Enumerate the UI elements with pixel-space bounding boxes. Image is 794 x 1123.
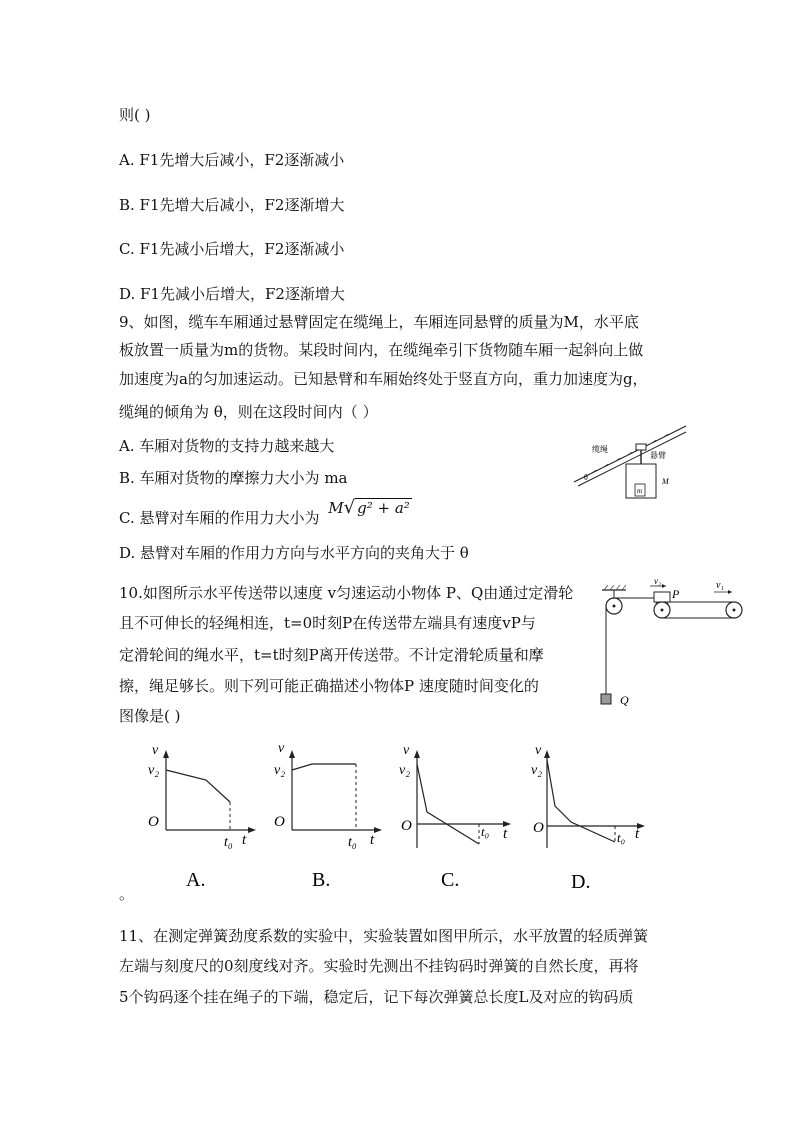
graph-c-t-label: t	[503, 826, 508, 842]
v1-label: v₁	[716, 580, 724, 591]
cable-arm-label: 悬臂	[650, 451, 666, 460]
q9-formula: M√ g² + a²	[328, 497, 410, 518]
formula-m: M	[328, 499, 344, 517]
graph-b-origin-label: O	[274, 814, 285, 830]
q11-stem-line2: 左端与刻度尺的0刻度线对齐。实验时先测出不挂钩码时弹簧的自然长度，再将	[119, 957, 639, 975]
q-label: Q	[620, 693, 629, 707]
formula-radicand: g² + a²	[357, 499, 410, 517]
cable-big-m-label: M	[662, 477, 669, 486]
graph-d-t-label: t	[635, 826, 640, 842]
graph-b-option-label: B.	[312, 869, 331, 891]
graph-d-v-label: v	[535, 743, 542, 758]
q10-stem-line2: 且不可伸长的轻绳相连，t=0时刻P在传送带左端具有速度vP与	[119, 614, 536, 632]
vt-graph-c	[397, 740, 515, 892]
graph-a-origin-label: O	[148, 814, 159, 830]
graph-d-origin-label: O	[533, 820, 544, 836]
graph-b-t-label: t	[370, 832, 375, 848]
graph-d-t0-label: t₀	[617, 830, 626, 845]
cable-theta-label: θ	[584, 473, 588, 482]
v2-label: v₂	[654, 578, 662, 586]
graph-c-v-label: v	[403, 743, 410, 758]
q9-option-b: B. 车厢对货物的摩擦力大小为 ma	[119, 469, 348, 487]
graph-d-v2-label: v₂	[531, 763, 543, 778]
q9-stem-line4: 缆绳的倾角为 θ，则在这段时间内（ ）	[119, 403, 378, 421]
graph-c-t0-label: t₀	[481, 824, 490, 839]
q9-stem-line1: 9、如图，缆车车厢通过悬臂固定在缆绳上，车厢连同悬臂的质量为M，水平底	[119, 313, 639, 331]
graph-d-option-label: D.	[571, 871, 591, 892]
q10-stem-line3: 定滑轮间的绳水平，t=t时刻P离开传送带。不计定滑轮质量和摩	[119, 646, 544, 664]
p-label: P	[672, 587, 680, 601]
q10-stem-line4: 擦，绳足够长。则下列可能正确描述小物体P 速度随时间变化的	[119, 677, 539, 695]
q10-stem-line5: 图像是( )	[119, 707, 181, 725]
vt-graph-b	[272, 740, 384, 892]
cable-rope-label: 缆绳	[592, 445, 608, 454]
q11-stem-line3: 5个钩码逐个挂在绳子的下端，稳定后，记下每次弹簧总长度L及对应的钩码质	[119, 988, 634, 1006]
graph-c-v2-label: v₂	[399, 763, 411, 778]
pulley-conveyor-figure	[596, 578, 752, 710]
graph-c-option-label: C.	[441, 869, 460, 891]
graph-a-t0-label: t₀	[224, 835, 233, 850]
q8-option-d: D. F1先减小后增大，F2逐渐增大	[119, 285, 345, 303]
graph-b-t0-label: t₀	[348, 835, 357, 850]
q10-trailing-mark: 。	[119, 885, 135, 903]
q8-option-c: C. F1先减小后增大，F2逐渐减小	[119, 240, 345, 258]
q9-option-c-text: C. 悬臂对车厢的作用力大小为	[119, 509, 320, 527]
graph-a-t-label: t	[242, 832, 247, 848]
graph-c-origin-label: O	[401, 818, 412, 834]
q9-option-a: A. 车厢对货物的支持力越来越大	[119, 437, 335, 455]
graph-b-v-label: v	[278, 741, 285, 756]
graph-a-v2-label: v₂	[148, 763, 160, 778]
cable-small-m-label: m	[637, 487, 643, 495]
q9-option-c	[119, 497, 410, 528]
q10-stem-line1: 10.如图所示水平传送带以速度 v匀速运动小物体 P、Q由通过定滑轮	[119, 584, 574, 602]
graph-b-v2-label: v₂	[274, 763, 286, 778]
cable-car-figure	[570, 422, 690, 504]
q9-stem-line2: 板放置一质量为m的货物。某段时间内，在缆绳牵引下货物随车厢一起斜向上做	[119, 341, 644, 359]
graph-a-option-label: A.	[186, 869, 206, 891]
vt-graph-d	[531, 740, 651, 892]
vt-graph-a	[146, 740, 258, 892]
q9-option-d: D. 悬臂对车厢的作用力方向与水平方向的夹角大于 θ	[119, 544, 469, 562]
q8-bracket: 则( )	[119, 106, 151, 124]
q8-option-b: B. F1先增大后减小，F2逐渐增大	[119, 196, 345, 214]
q8-option-a: A. F1先增大后减小，F2逐渐减小	[119, 151, 345, 169]
q11-stem-line1: 11、在测定弹簧劲度系数的实验中，实验装置如图甲所示，水平放置的轻质弹簧	[119, 927, 649, 945]
q9-stem-line3: 加速度为a的匀加速运动。已知悬臂和车厢始终处于竖直方向，重力加速度为g，	[119, 370, 648, 388]
graph-a-v-label: v	[152, 743, 159, 758]
